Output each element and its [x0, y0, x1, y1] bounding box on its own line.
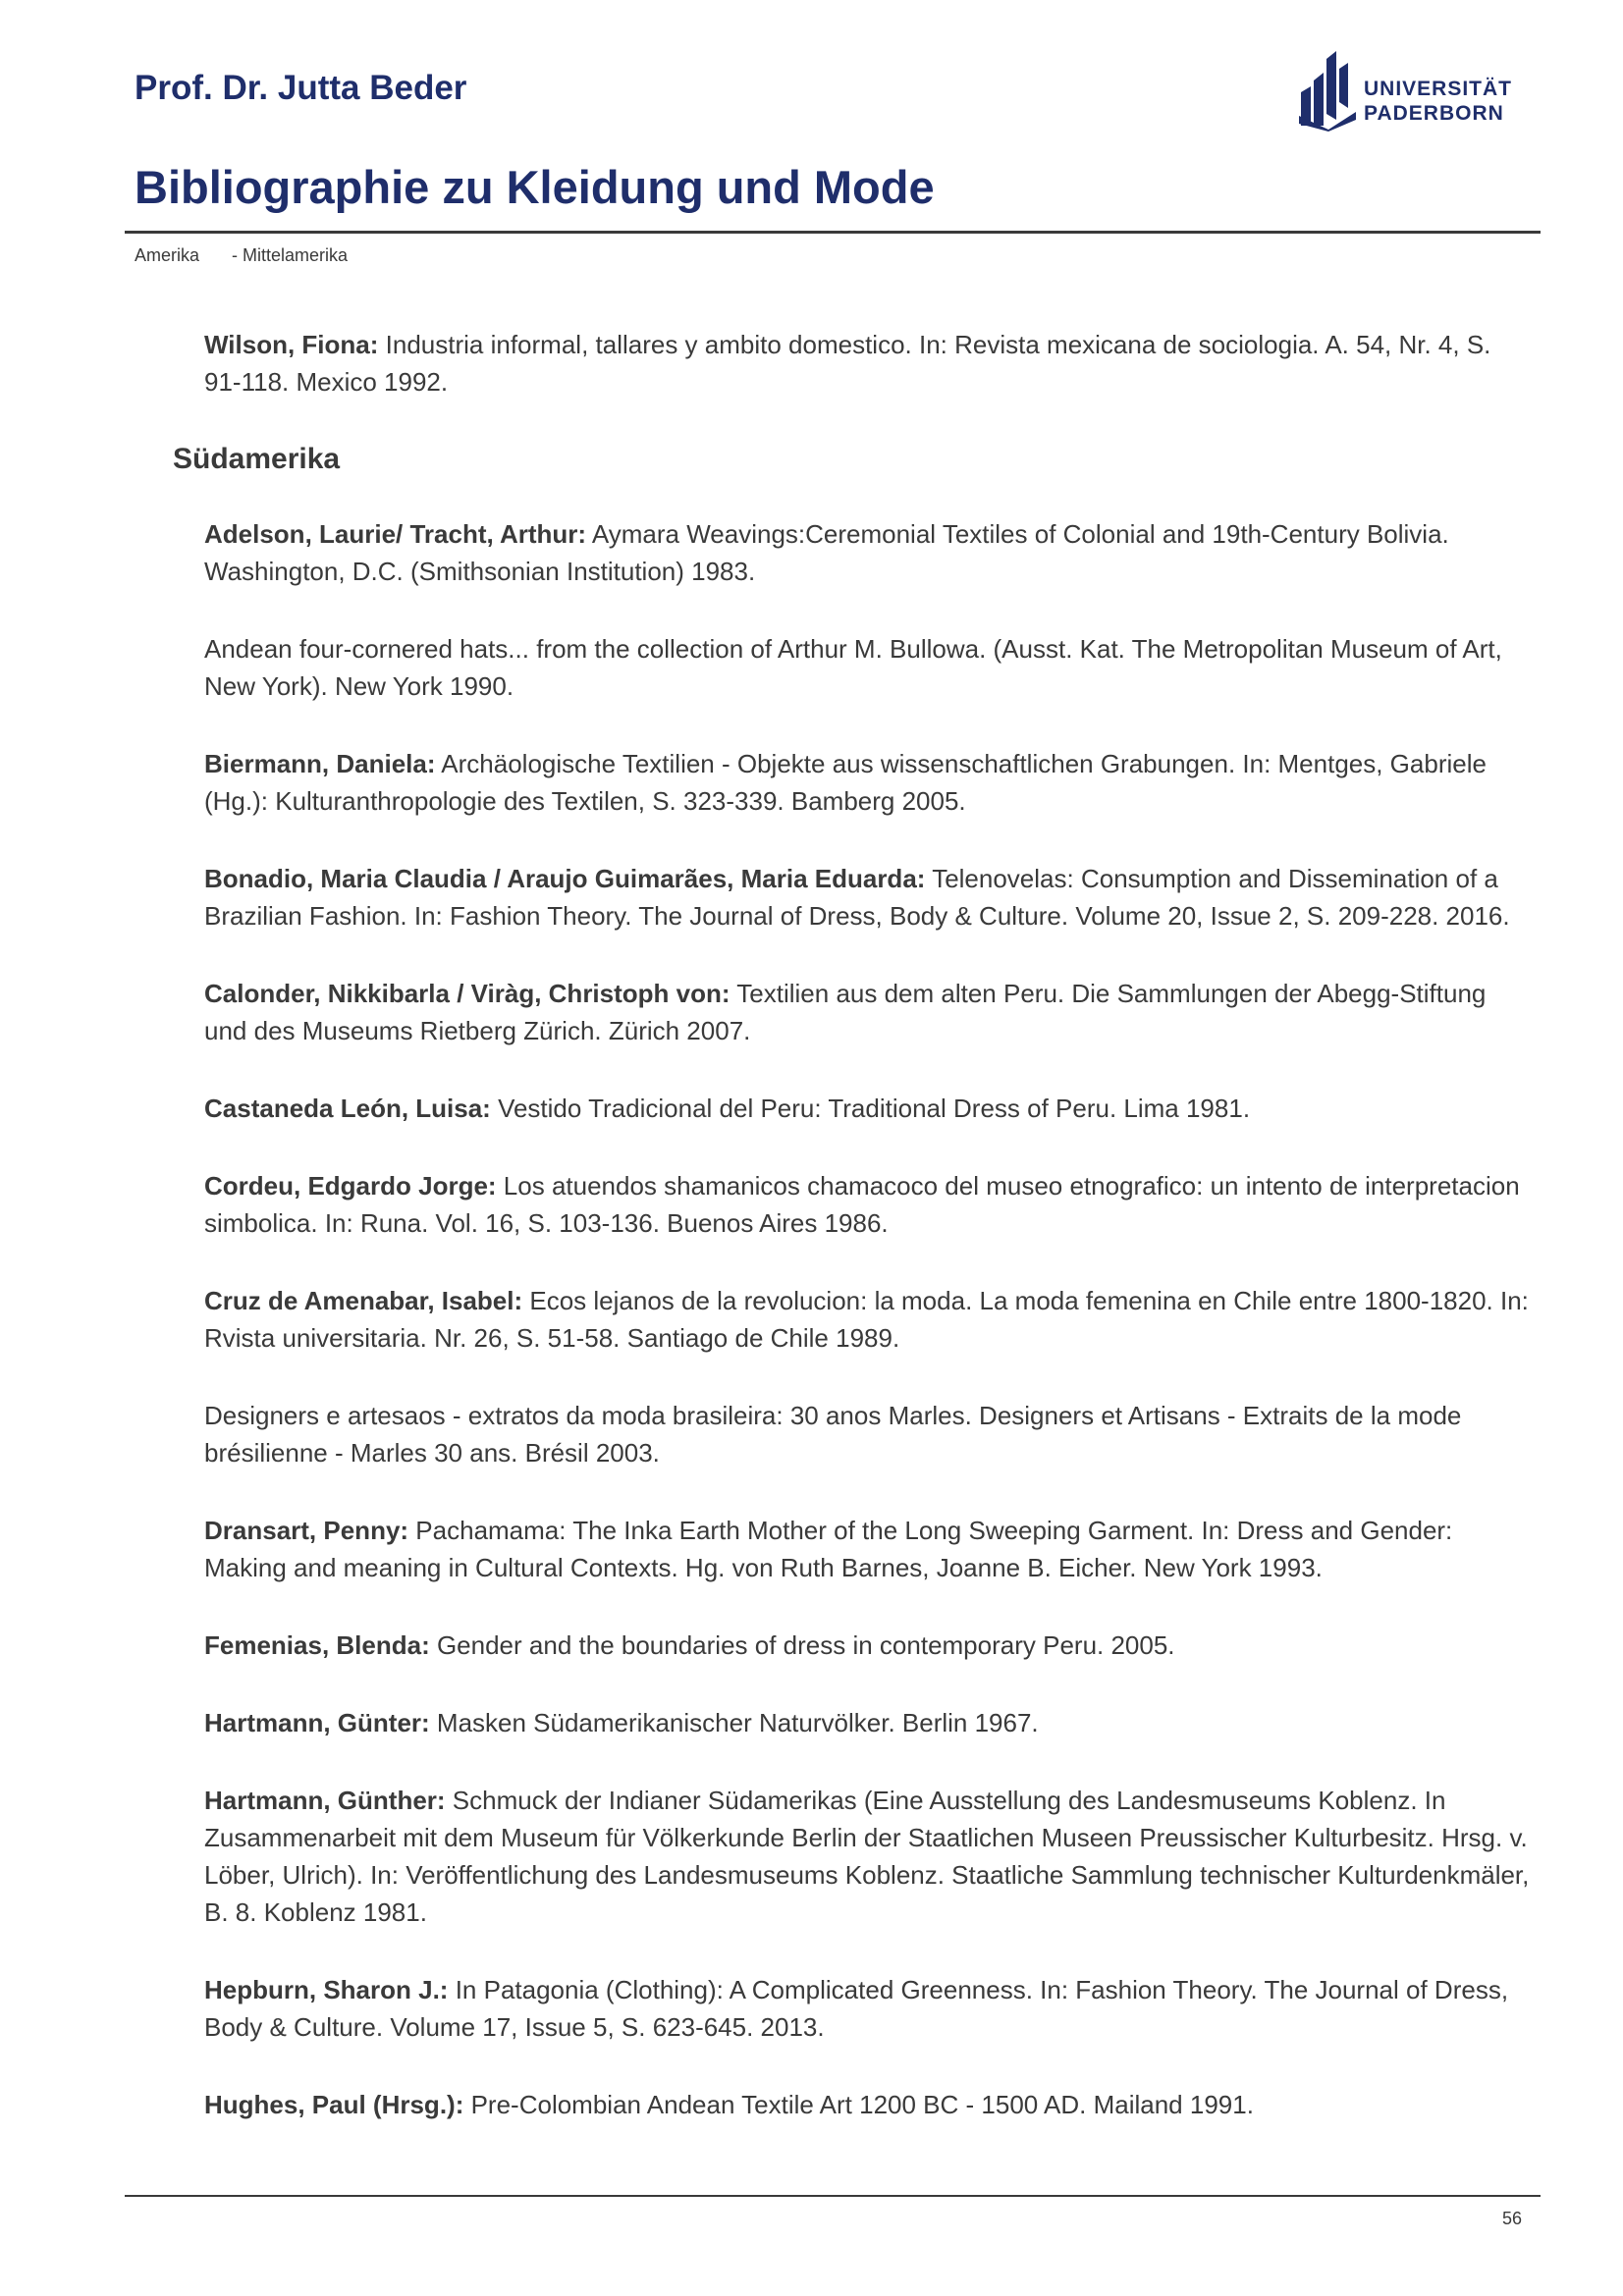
logo-wordmark	[1364, 77, 1512, 126]
bibliography-entry	[204, 745, 1530, 820]
page-number: 56	[1502, 2209, 1523, 2228]
bibliography-entry	[204, 1627, 1530, 1664]
breadcrumb	[135, 245, 348, 266]
university-paderborn-logo-icon	[1299, 51, 1358, 132]
header-divider	[125, 231, 1541, 234]
entry-author: Bonadio, Maria Claudia / Araujo Guimarães, Maria Eduarda:	[204, 864, 926, 893]
entry-text: Telenovelas: Consumption and Dissemination of a Brazilian Fashion. In: Fashion Theory. The Journal of Dress, Body & Culture. Volume 20, Issue 2, S. 209-228. 2016.	[204, 864, 1510, 931]
bibliography-entry	[204, 2086, 1530, 2123]
page-title: Bibliographie zu Kleidung und Mode	[135, 161, 935, 213]
bibliography-entry	[204, 1090, 1530, 1127]
bibliography-entry	[204, 1512, 1530, 1586]
entry-text: Industria informal, tallares y ambito domestico. In: Revista mexicana de sociologia. A. 54, Nr. 4, S. 91-118. Mexico 1992.	[204, 330, 1491, 397]
entry-author: Hughes, Paul (Hrsg.):	[204, 2090, 464, 2119]
bibliography-entry	[204, 1971, 1530, 2046]
footer-divider	[125, 2195, 1541, 2197]
entry-text: Vestido Tradicional del Peru: Traditional Dress of Peru. Lima 1981.	[490, 1094, 1251, 1123]
bibliography-entry	[204, 1782, 1530, 1931]
entry-text: Textilien aus dem alten Peru. Die Sammlungen der Abegg-Stiftung und des Museums Rietberg Zürich. Zürich 2007.	[204, 979, 1487, 1045]
breadcrumb-level-2: - Mittelamerika	[232, 245, 349, 265]
entry-author: Cruz de Amenabar, Isabel:	[204, 1286, 523, 1315]
bibliography-entry	[204, 515, 1530, 590]
bibliography-entry	[204, 1397, 1530, 1471]
entry-text: Aymara Weavings:Ceremonial Textiles of Colonial and 19th-Century Bolivia. Washington, D.C. (Smithsonian Institution) 1983.	[204, 519, 1449, 586]
entry-text: Andean four-cornered hats... from the collection of Arthur M. Bullowa. (Ausst. Kat. The Metropolitan Museum of Art, New York). New York 1990.	[204, 634, 1502, 701]
bibliography-entry	[204, 1167, 1530, 1242]
header-author: Prof. Dr. Jutta Beder	[135, 69, 467, 107]
entry-author: Wilson, Fiona:	[204, 330, 379, 359]
logo-line-1: UNIVERSITÄT	[1364, 78, 1513, 100]
entry-text: Gender and the boundaries of dress in contemporary Peru. 2005.	[429, 1630, 1175, 1660]
entry-author: Biermann, Daniela:	[204, 749, 436, 778]
entry-author: Femenias, Blenda:	[204, 1630, 430, 1660]
entry-author: Hartmann, Günther:	[204, 1786, 446, 1815]
entry-text: Designers e artesaos - extratos da moda brasileira: 30 anos Marles. Designers et Artisans - Extraits de la mode brésilienne - Marles 30 ans. Brésil 2003.	[204, 1401, 1462, 1468]
entry-author: Cordeu, Edgardo Jorge:	[204, 1171, 497, 1201]
section-heading: Südamerika	[173, 443, 341, 475]
entry-text: Schmuck der Indianer Südamerikas (Eine Ausstellung des Landesmuseums Koblenz. In Zusammenarbeit mit dem Museum für Völkerkunde Berlin der Staatlichen Museen Preussischer Kulturbesitz. Hrsg. v. Löber, Ulrich). In: Veröffentlichung des Landesmuseums Koblenz. Staatliche Sammlung technischer Kulturdenkmäler, B. 8. Koblenz 1981.	[204, 1786, 1530, 1927]
entry-text: Los atuendos shamanicos chamacoco del museo etnografico: un intento de interpretacion simbolica. In: Runa. Vol. 16, S. 103-136. Buenos Aires 1986.	[204, 1171, 1520, 1238]
entry-text: In Patagonia (Clothing): A Complicated Greenness. In: Fashion Theory. The Journal of Dress, Body & Culture. Volume 17, Issue 5, S. 623-645. 2013.	[204, 1975, 1509, 2042]
entry-author: Adelson, Laurie/ Tracht, Arthur:	[204, 519, 587, 549]
entry-text: Archäologische Textilien - Objekte aus wissenschaftlichen Grabungen. In: Mentges, Gabriele (Hg.): Kulturanthropologie des Textilen, S. 323-339. Bamberg 2005.	[204, 749, 1487, 816]
bibliography-content	[173, 326, 1530, 2163]
bibliography-entry	[204, 1704, 1530, 1741]
breadcrumb-level-1: Amerika	[135, 245, 200, 265]
entry-text: Pre-Colombian Andean Textile Art 1200 BC - 1500 AD. Mailand 1991.	[463, 2090, 1254, 2119]
bibliography-entry	[204, 326, 1530, 400]
entry-author: Hartmann, Günter:	[204, 1708, 430, 1737]
entry-author: Castaneda León, Luisa:	[204, 1094, 491, 1123]
bibliography-entry	[204, 1282, 1530, 1357]
entry-text: Ecos lejanos de la revolucion: la moda. La moda femenina en Chile entre 1800-1820. In: Rvista universitaria. Nr. 26, S. 51-58. Santiago de Chile 1989.	[204, 1286, 1529, 1353]
entry-author: Calonder, Nikkibarla / Viràg, Christoph von:	[204, 979, 730, 1008]
logo-line-2: PADERBORN	[1364, 102, 1504, 125]
entry-author: Dransart, Penny:	[204, 1516, 409, 1545]
entry-text: Masken Südamerikanischer Naturvölker. Berlin 1967.	[429, 1708, 1039, 1737]
entry-author: Hepburn, Sharon J.:	[204, 1975, 449, 2004]
bibliography-entry	[204, 975, 1530, 1049]
entry-text: Pachamama: The Inka Earth Mother of the Long Sweeping Garment. In: Dress and Gender: Making and meaning in Cultural Contexts. Hg. von Ruth Barnes, Joanne B. Eicher. New York 1993.	[204, 1516, 1453, 1582]
bibliography-entry	[204, 860, 1530, 934]
university-logo	[1299, 51, 1535, 132]
bibliography-entry	[204, 630, 1530, 705]
